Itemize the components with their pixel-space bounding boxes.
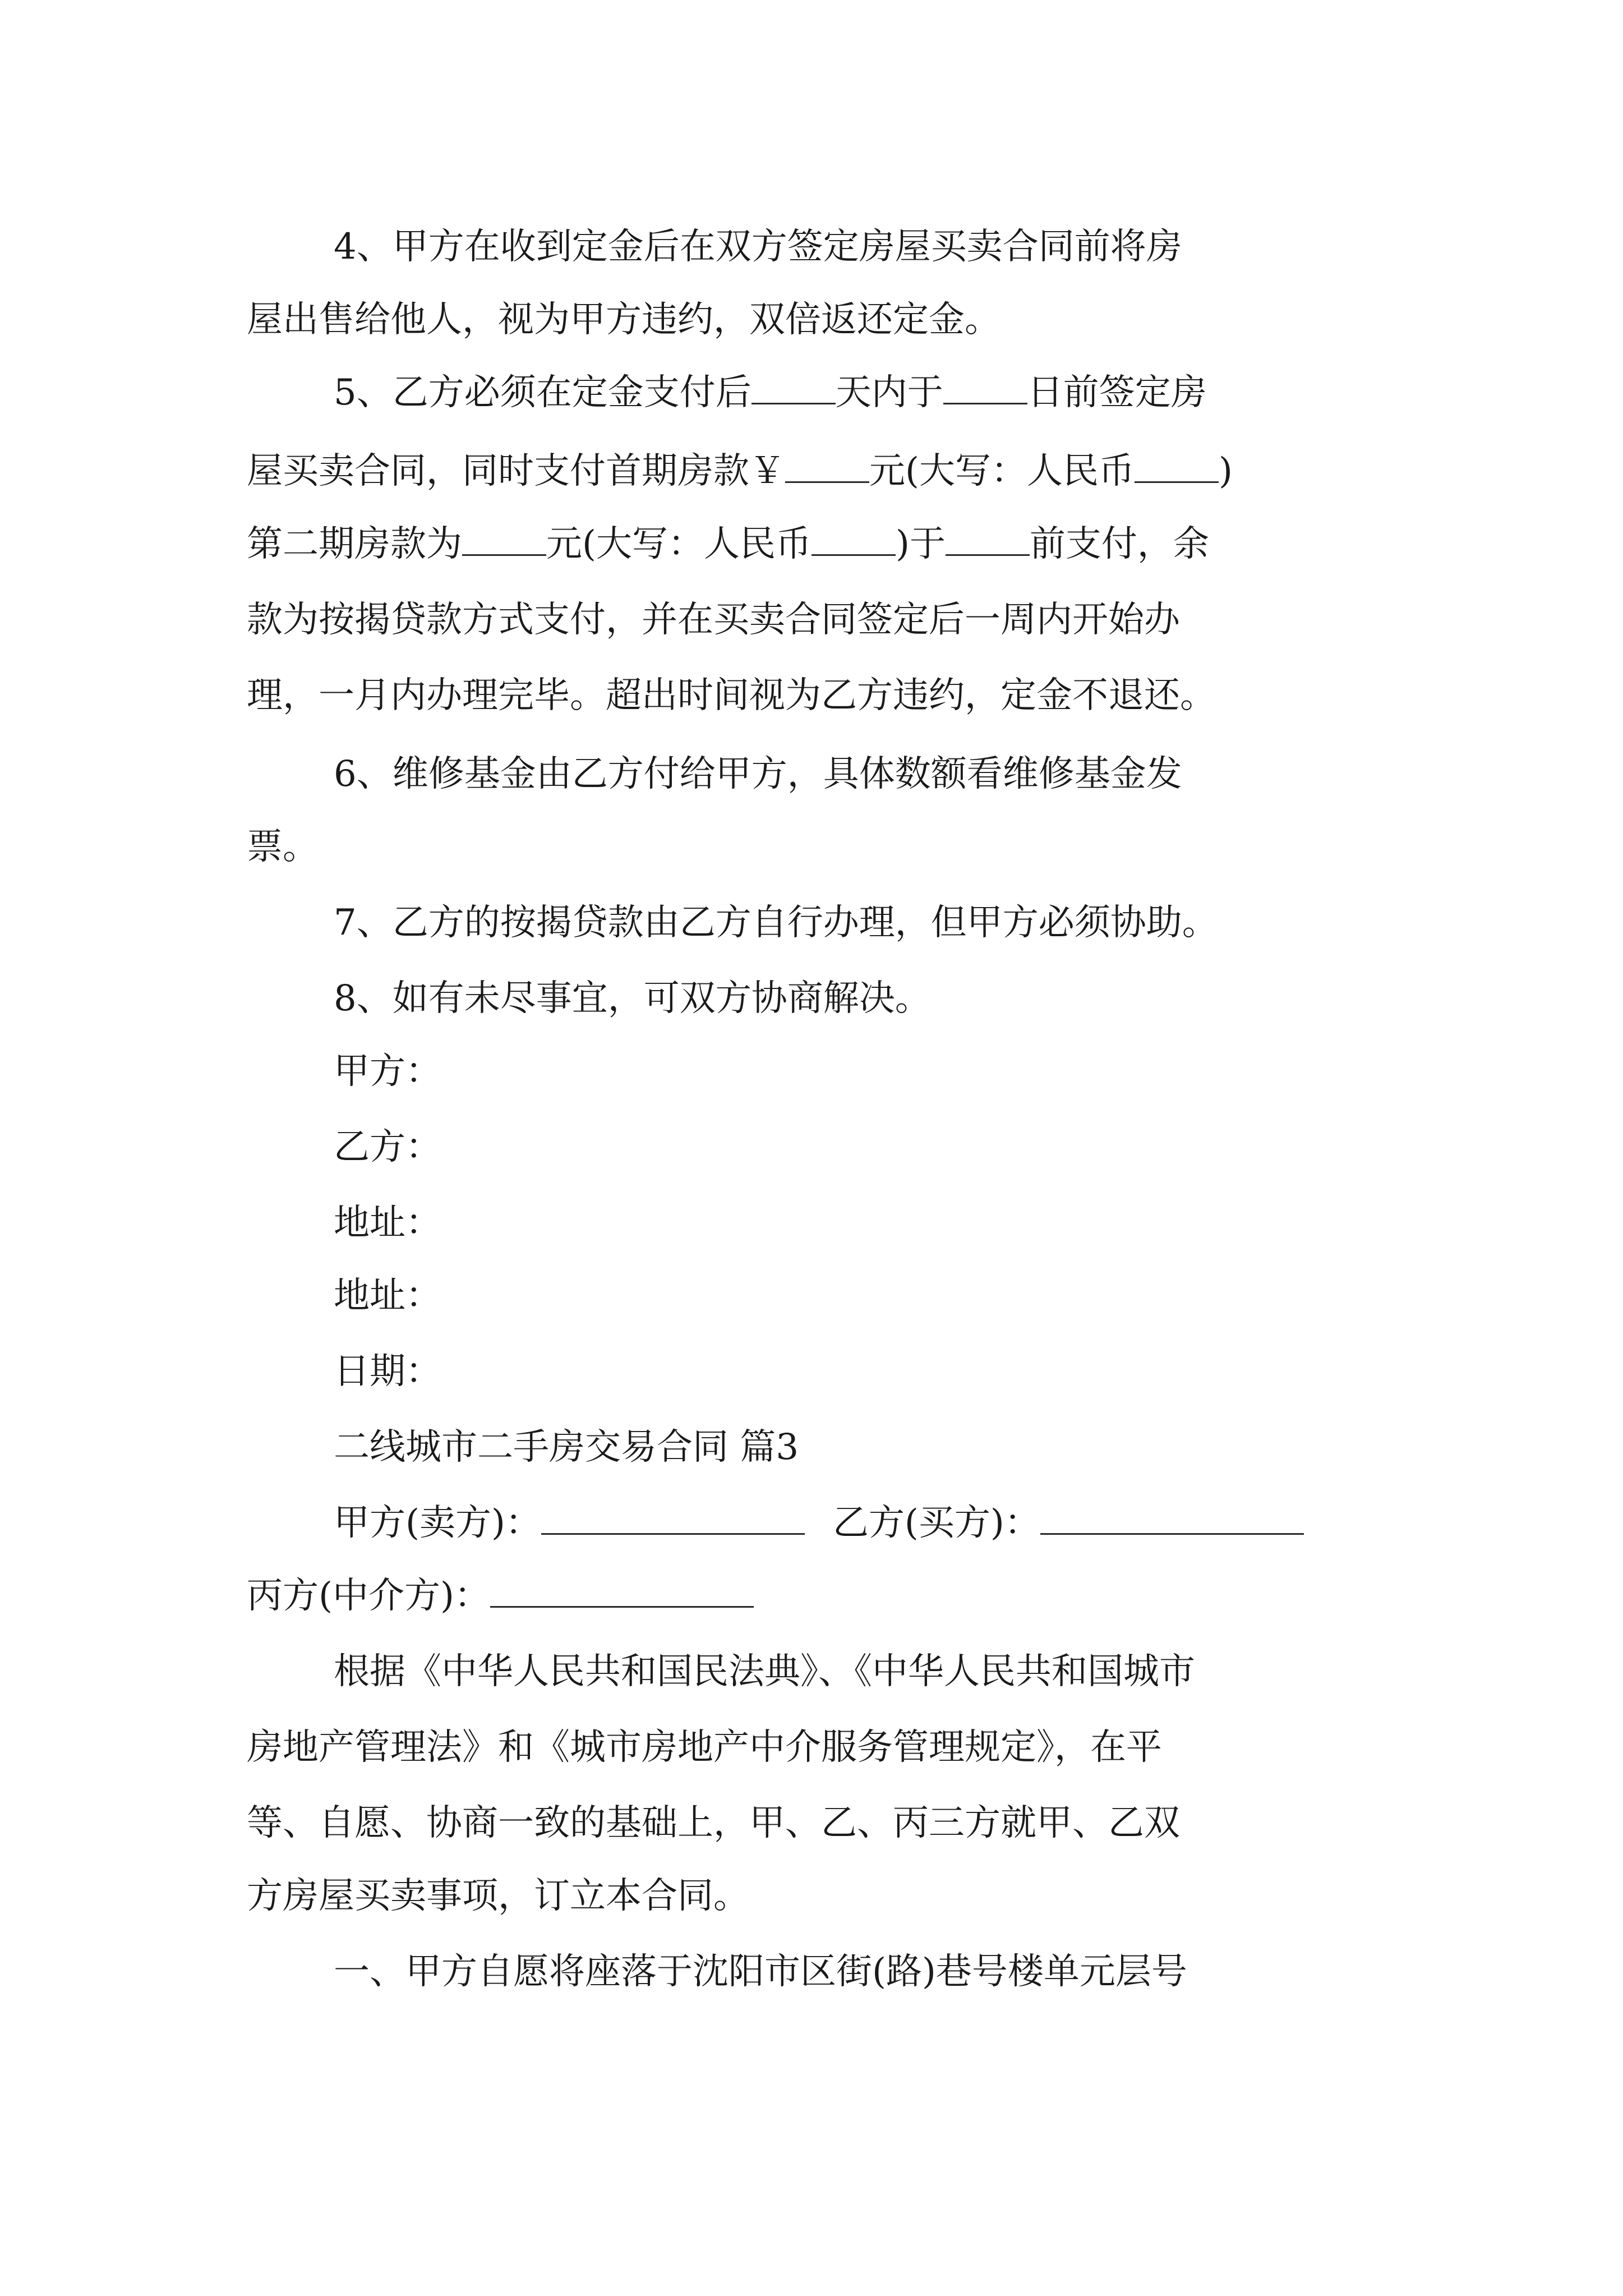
signature-address-1: 地址： <box>334 1202 441 1244</box>
clause-5-text: 元(大写：人民币 <box>869 450 1135 492</box>
clause-5-text: 5、乙方必须在定金支付后 <box>334 372 751 413</box>
parties-line-1 <box>334 1495 1304 1551</box>
clause-5-line-5: 理，一月内办理完毕。超出时间视为乙方违约，定金不退还。 <box>247 675 1216 716</box>
blank-buyer <box>1040 1499 1304 1535</box>
signature-party-a: 甲方： <box>334 1051 441 1092</box>
preamble-line-4: 方房屋买卖事项，订立本合同。 <box>247 1875 749 1917</box>
preamble-line-1: 根据《中华人民共和国民法典》、《中华人民共和国城市 <box>334 1651 1195 1692</box>
clause-5-text: 日前签定房 <box>1027 372 1207 413</box>
clause-5-line-1 <box>334 365 1207 421</box>
clause-5-text: ) <box>1218 450 1233 492</box>
clause-5-line-2 <box>247 443 1233 499</box>
agent-label: 丙方(中介方)： <box>247 1575 490 1617</box>
blank-first-payment-words <box>1135 448 1219 483</box>
preamble-line-2: 房地产管理法》和《城市房地产中介服务管理规定》，在平 <box>247 1727 1162 1768</box>
clause-5-text: 前支付，余 <box>1029 523 1209 565</box>
signature-date: 日期： <box>334 1351 441 1392</box>
blank-second-payment-date <box>946 521 1030 556</box>
clause-5-text: 屋买卖合同，同时支付首期房款￥ <box>247 450 785 492</box>
clause-6-line-1: 6、维修基金由乙方付给甲方，具体数额看维修基金发 <box>334 753 1182 795</box>
parties-line-2 <box>247 1568 754 1624</box>
clause-5-text: 天内于 <box>835 372 943 413</box>
blank-seller <box>541 1499 805 1535</box>
blank-agent <box>490 1572 754 1608</box>
clause-5-line-3 <box>247 516 1209 572</box>
clause-7: 7、乙方的按揭贷款由乙方自行办理，但甲方必须协助。 <box>334 902 1218 944</box>
blank-days <box>751 369 836 404</box>
article-1-line-1: 一、甲方自愿将座落于沈阳市区街(路)巷号楼单元层号 <box>334 1951 1187 1993</box>
clause-8: 8、如有未尽事宜，可双方协商解决。 <box>334 978 931 1019</box>
clause-5-text: )于 <box>895 523 946 565</box>
clause-6-line-2: 票。 <box>247 826 319 868</box>
signature-party-b: 乙方： <box>334 1126 441 1168</box>
section-title: 二线城市二手房交易合同 篇3 <box>334 1427 799 1468</box>
blank-date <box>943 369 1027 404</box>
clause-4-line-2: 屋出售给他人，视为甲方违约，双倍返还定金。 <box>247 299 1000 341</box>
preamble-line-3: 等、自愿、协商一致的基础上，甲、乙、丙三方就甲、乙双 <box>247 1802 1180 1844</box>
clause-4-line-1: 4、甲方在收到定金后在双方签定房屋买卖合同前将房 <box>334 226 1182 268</box>
signature-address-2: 地址： <box>334 1275 441 1317</box>
clause-5-text: 元(大写：人民币 <box>546 523 811 565</box>
blank-second-payment-words <box>811 521 896 556</box>
blank-first-payment <box>785 448 869 483</box>
clause-5-line-4: 款为按揭贷款方式支付，并在买卖合同签定后一周内开始办 <box>247 599 1180 641</box>
clause-5-text: 第二期房款为 <box>247 523 462 565</box>
buyer-label: 乙方(买方)： <box>832 1502 1040 1544</box>
seller-label: 甲方(卖方)： <box>334 1502 541 1544</box>
blank-second-payment <box>462 521 546 556</box>
